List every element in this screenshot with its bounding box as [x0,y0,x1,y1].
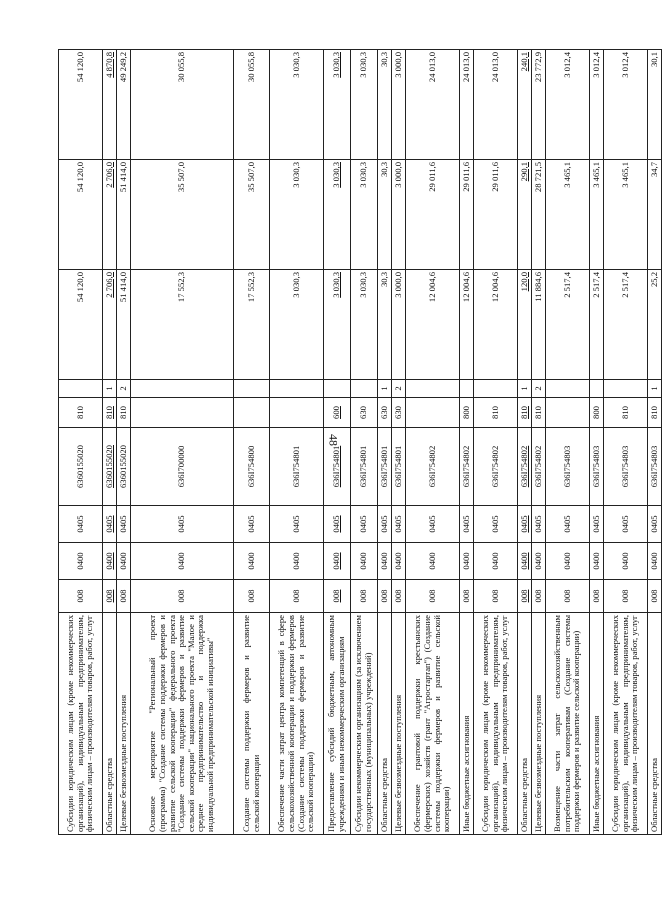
row-v1-cell: 3 030,3 [351,270,378,380]
row-c2-cell: 0400 [474,543,518,580]
row-c3-cell: 0405 [131,506,234,543]
row-c2-cell: 0400 [270,543,324,580]
row-v3-cell: 49 249,2 [117,50,131,160]
row-c6-cell [351,380,378,398]
row-c2-cell: 0400 [117,543,131,580]
row-name-cell: Создание системы поддержки фермеров и развитие сельской кооперации [234,613,270,835]
row-v1-cell: 2 517,4 [590,270,604,380]
row-c1-cell: 008 [460,580,474,613]
row-c3-cell: 0405 [117,506,131,543]
row-v3-cell: 24 013,0 [406,50,460,160]
row-c3-cell: 0405 [648,506,662,543]
row-v1-cell: 12 004,6 [474,270,518,380]
row-v2-cell: 54 120,0 [59,160,103,270]
row-c6-cell [270,380,324,398]
row-c6-cell [604,380,648,398]
row-c4-cell: 636I754802 [532,428,546,506]
row-c4-cell: 636I754802 [474,428,518,506]
table-row [648,50,662,835]
row-c5-cell: 630 [378,398,392,428]
row-name-cell: Областные средства [378,613,392,835]
table-row [532,50,546,835]
row-v3-cell: 24 013,0 [460,50,474,160]
row-c5-cell: 630 [351,398,378,428]
row-c3-cell: 0405 [604,506,648,543]
page-number: 48 [326,434,341,446]
row-c3-cell: 0405 [103,506,117,543]
table-row [351,50,378,835]
row-c5-cell: 810 [518,398,532,428]
row-v1-cell: 12 004,6 [460,270,474,380]
row-name-cell: Обеспечение части затрат центра компетенций в сфере сельскохозяйственной кооперации и поддержки фермеров (Создание системы поддержки фермеров и развитие сельской кооперации) [270,613,324,835]
row-name-cell: Иные бюджетные ассигнования [590,613,604,835]
row-c1-cell: 008 [234,580,270,613]
row-c5-cell [546,398,590,428]
row-c5-cell: 810 [532,398,546,428]
row-v1-cell: 30,3 [378,270,392,380]
row-c2-cell: 0400 [590,543,604,580]
row-v1-cell: 17 552,3 [131,270,234,380]
row-c1-cell: 008 [392,580,406,613]
row-c1-cell: 008 [474,580,518,613]
table-row [518,50,532,835]
row-c5-cell: 800 [590,398,604,428]
table-row [460,50,474,835]
row-c2-cell: 0400 [392,543,406,580]
row-v2-cell: 3 465,1 [604,160,648,270]
row-v3-cell: 3 030,3 [324,50,351,160]
row-name-cell: Целевые безвозмездные поступления [117,613,131,835]
row-c1-cell: 008 [378,580,392,613]
row-name-cell: Иные бюджетные ассигнования [460,613,474,835]
row-c3-cell: 0405 [59,506,103,543]
row-c6-cell: 2 [532,380,546,398]
row-c4-cell: 636I754802 [460,428,474,506]
row-name-cell: Субсидии юридическим лицам (кроме некоммерческих организаций), индивидуальным предпринимателям, физическим лицам – производителям товаров, работ, услуг [604,613,648,835]
row-c4-cell: 636I700000 [131,428,234,506]
row-c3-cell: 0405 [270,506,324,543]
row-c1-cell: 008 [518,580,532,613]
table-row [546,50,590,835]
row-c3-cell: 0405 [474,506,518,543]
row-v2-cell: 3 030,3 [351,160,378,270]
row-c3-cell: 0405 [351,506,378,543]
row-v2-cell: 2 706,0 [103,160,117,270]
row-v2-cell: 3 030,3 [270,160,324,270]
row-c4-cell: 636I754803 [648,428,662,506]
row-v3-cell: 3 012,4 [604,50,648,160]
table-row [59,50,103,835]
row-v1-cell: 25,2 [648,270,662,380]
row-v2-cell: 30,3 [378,160,392,270]
row-v2-cell: 290,1 [518,160,532,270]
row-c2-cell: 0400 [460,543,474,580]
row-v2-cell: 35 507,0 [234,160,270,270]
row-v3-cell: 3 030,3 [270,50,324,160]
row-v3-cell: 3 012,4 [590,50,604,160]
row-c6-cell [234,380,270,398]
row-c6-cell: 1 [378,380,392,398]
row-c4-cell: 636I754803 [604,428,648,506]
row-c5-cell [131,398,234,428]
row-c5-cell: 810 [117,398,131,428]
row-c1-cell: 008 [103,580,117,613]
row-c5-cell: 800 [460,398,474,428]
row-v2-cell: 51 414,0 [117,160,131,270]
row-v2-cell: 29 011,6 [406,160,460,270]
row-c1-cell: 008 [270,580,324,613]
row-c5-cell [270,398,324,428]
row-v3-cell: 3 012,4 [546,50,590,160]
row-v1-cell: 17 552,3 [234,270,270,380]
row-v2-cell: 3 000,0 [392,160,406,270]
row-c5-cell: 600 [324,398,351,428]
row-c2-cell: 0400 [518,543,532,580]
row-c6-cell [546,380,590,398]
row-c6-cell [324,380,351,398]
row-v2-cell: 28 721,5 [532,160,546,270]
row-v3-cell: 3 030,3 [351,50,378,160]
row-name-cell: Субсидии юридическим лицам (кроме некоммерческих организаций), индивидуальным предпринимателям, физическим лицам – производителям товаров, работ, услуг [59,613,103,835]
row-c3-cell: 0405 [406,506,460,543]
row-name-cell: Обеспечение грантовой поддержки крестьянских (фермерских) хозяйств (грант "Агростартап") (Создание системы поддержки фермеров и развитие сельской кооперации) [406,613,460,835]
table-row [604,50,648,835]
row-c4-cell: 636I754800 [234,428,270,506]
row-name-cell: Субсидии юридическим лицам (кроме некоммерческих организаций), индивидуальным предпринимателям, физическим лицам – производителям товаров, работ, услуг [474,613,518,835]
row-c3-cell: 0405 [546,506,590,543]
row-c1-cell: 008 [324,580,351,613]
row-v1-cell: 120,0 [518,270,532,380]
budget-table [58,49,662,835]
table-row [406,50,460,835]
row-v2-cell: 3 030,3 [324,160,351,270]
row-c4-cell: 636I754801 [378,428,392,506]
row-c6-cell: 1 [103,380,117,398]
row-c6-cell: 1 [518,380,532,398]
row-v1-cell: 2 517,4 [604,270,648,380]
row-name-cell: Областные средства [103,613,117,835]
row-c1-cell: 008 [351,580,378,613]
row-v1-cell: 3 030,3 [324,270,351,380]
row-c6-cell [590,380,604,398]
row-name-cell: Областные средства [518,613,532,835]
row-v3-cell: 3 000,0 [392,50,406,160]
row-c2-cell: 0400 [378,543,392,580]
row-v3-cell: 30 055,8 [234,50,270,160]
row-c5-cell: 810 [474,398,518,428]
row-c2-cell: 0400 [324,543,351,580]
row-c4-cell: 636I754801 [324,428,351,506]
row-c6-cell [131,380,234,398]
row-name-cell: Возмещение части затрат сельскохозяйственным потребительским кооперативам (Создание системы поддержки фермеров и развитие сельской кооперации) [546,613,590,835]
row-v2-cell: 3 465,1 [546,160,590,270]
row-v3-cell: 4 870,8 [103,50,117,160]
row-c4-cell: 6360155020 [103,428,117,506]
row-c5-cell [406,398,460,428]
row-c1-cell: 008 [406,580,460,613]
row-c1-cell: 008 [59,580,103,613]
row-c6-cell [474,380,518,398]
row-name-cell: Целевые безвозмездные поступления [532,613,546,835]
row-c2-cell: 0400 [546,543,590,580]
table-row [392,50,406,835]
row-c6-cell: 1 [648,380,662,398]
row-c1-cell: 008 [604,580,648,613]
row-c2-cell: 0400 [234,543,270,580]
table-row [324,50,351,835]
row-v2-cell: 3 465,1 [590,160,604,270]
row-c4-cell: 636I754801 [351,428,378,506]
table-row [590,50,604,835]
row-v3-cell: 30 055,8 [131,50,234,160]
row-c1-cell: 008 [648,580,662,613]
row-c1-cell: 008 [532,580,546,613]
row-c2-cell: 0400 [648,543,662,580]
table-row [378,50,392,835]
row-c6-cell: 2 [392,380,406,398]
row-name-cell: Областные средства [648,613,662,835]
row-v2-cell: 35 507,0 [131,160,234,270]
table-body [59,50,662,835]
row-c3-cell: 0405 [324,506,351,543]
row-v1-cell: 54 120,0 [59,270,103,380]
row-v1-cell: 2 706,0 [103,270,117,380]
row-c2-cell: 0400 [406,543,460,580]
row-c3-cell: 0405 [460,506,474,543]
row-c5-cell: 810 [604,398,648,428]
row-v2-cell: 29 011,6 [460,160,474,270]
row-c2-cell: 0400 [532,543,546,580]
row-v3-cell: 24 013,0 [474,50,518,160]
row-v2-cell: 29 011,6 [474,160,518,270]
row-c2-cell: 0400 [131,543,234,580]
row-v3-cell: 23 772,9 [532,50,546,160]
row-c4-cell: 636I754803 [546,428,590,506]
row-c4-cell: 636I754801 [392,428,406,506]
row-c5-cell [234,398,270,428]
table-row [131,50,234,835]
row-v3-cell: 240,1 [518,50,532,160]
row-c2-cell: 0400 [351,543,378,580]
row-v1-cell: 51 414,0 [117,270,131,380]
row-v1-cell: 3 030,3 [270,270,324,380]
row-c1-cell: 008 [590,580,604,613]
row-c6-cell [460,380,474,398]
row-c3-cell: 0405 [532,506,546,543]
row-c6-cell [59,380,103,398]
row-c2-cell: 0400 [59,543,103,580]
row-c1-cell: 008 [546,580,590,613]
row-c4-cell: 636I754803 [590,428,604,506]
row-c3-cell: 0405 [590,506,604,543]
row-c6-cell [406,380,460,398]
row-name-cell: Целевые безвозмездные поступления [392,613,406,835]
row-c3-cell: 0405 [518,506,532,543]
row-c4-cell: 636I754802 [406,428,460,506]
row-c3-cell: 0405 [392,506,406,543]
row-c2-cell: 0400 [103,543,117,580]
row-v1-cell: 12 004,6 [406,270,460,380]
row-name-cell: Субсидии некоммерческим организациям (за исключением государственных (муниципальных) учреждений) [351,613,378,835]
row-c5-cell: 810 [59,398,103,428]
row-c1-cell: 008 [117,580,131,613]
row-c5-cell: 630 [392,398,406,428]
row-v1-cell: 11 884,6 [532,270,546,380]
row-c4-cell: 6360155020 [59,428,103,506]
row-c4-cell: 636I754802 [518,428,532,506]
table-row [474,50,518,835]
table-row [117,50,131,835]
table-row [103,50,117,835]
row-c2-cell: 0400 [604,543,648,580]
row-c5-cell: 810 [103,398,117,428]
table-row [234,50,270,835]
row-c4-cell: 636I754801 [270,428,324,506]
row-v1-cell: 2 517,4 [546,270,590,380]
rotated-table-wrapper [58,50,662,835]
row-name-cell: Основное мероприятие "Региональный проект (программа) "Создание системы поддержки фермеров и развитие сельской кооперации" федерального проекта "Создание системы поддержки фермеров и развитие сельской кооперации" национального проекта "Малое и среднее предпринимательство и поддержка индивидуальной предпринимательской инициативы" [131,613,234,835]
row-c3-cell: 0405 [378,506,392,543]
row-c1-cell: 008 [131,580,234,613]
row-v3-cell: 30,1 [648,50,662,160]
row-c6-cell: 2 [117,380,131,398]
row-v3-cell: 54 120,0 [59,50,103,160]
row-c3-cell: 0405 [234,506,270,543]
row-c4-cell: 6360155020 [117,428,131,506]
row-v1-cell: 3 000,0 [392,270,406,380]
row-v2-cell: 34,7 [648,160,662,270]
row-c5-cell: 810 [648,398,662,428]
row-name-cell: Предоставление субсидий бюджетным, автономным учреждениям и иным некоммерческим организациям [324,613,351,835]
table-row [270,50,324,835]
row-v3-cell: 30,3 [378,50,392,160]
